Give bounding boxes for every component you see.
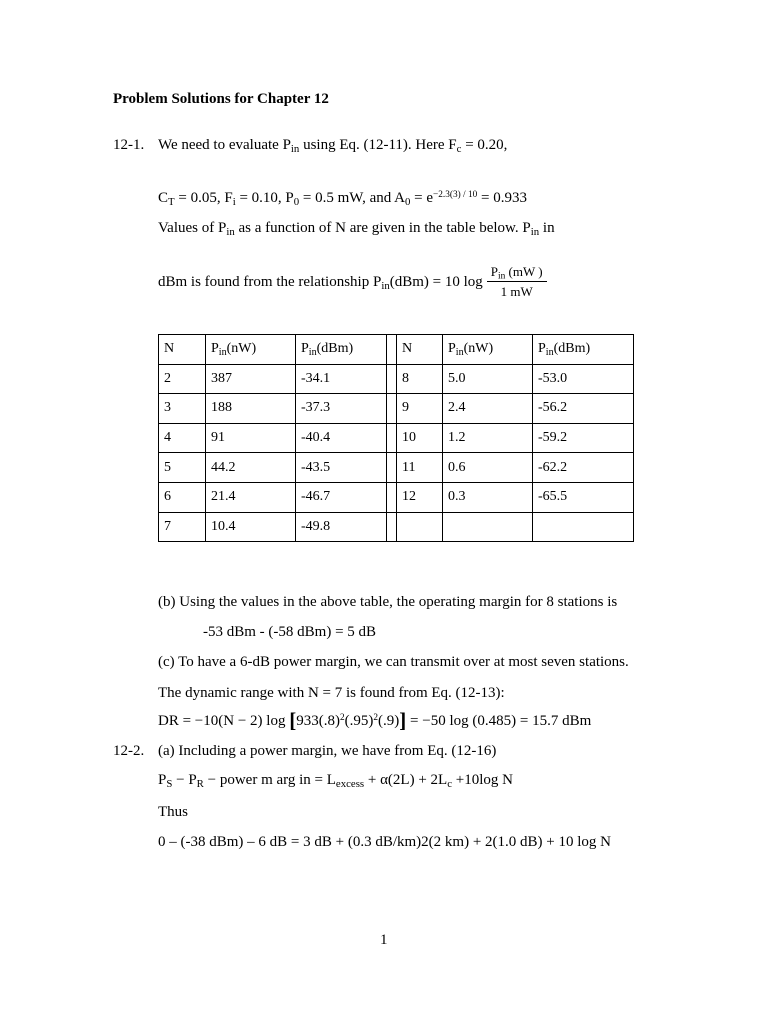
table-header-row: N $P_{in}(nW)$ $P_{in}(dBm)$ N $P_{in}(nW)$ $P_{in}(dBm)$ xyxy=(159,335,634,365)
power-margin-equation: $P_S - P_R$ − power m arg in = $L_{excess} + \alpha(2L) + 2L_c +10\log$ N xyxy=(158,772,513,791)
table-row: 6 21.4 -46.7 12 0.3 -65.5 xyxy=(159,482,634,512)
problem-number-12-1: 12-1. xyxy=(113,137,145,153)
page-title: Problem Solutions for Chapter 12 xyxy=(113,91,329,107)
p2-line-1: (a) Including a power margin, we have from Eq. (12-16) xyxy=(158,743,497,759)
pin-table xyxy=(158,334,634,542)
table-row: 3 188 -37.3 9 2.4 -56.2 xyxy=(159,394,634,424)
p1-line-3: Values of $P_{in}$ as a function of N are given in the table below. $P_{in}$ in xyxy=(158,220,555,239)
thus-text: Thus xyxy=(158,804,188,820)
part-c-text: (c) To have a 6-dB power margin, we can transmit over at most seven stations. xyxy=(158,654,629,670)
problem-number-12-2: 12-2. xyxy=(113,743,145,759)
p2-numeric-equation: 0 – (-38 dBm) – 6 dB = 3 dB + (0.3 dB/km)2(2 km) + 2(1.0 dB) + 10 log N xyxy=(158,834,611,850)
fraction-pin-over-mw: $\frac{P_{in} (mW )}{1 mW}$ xyxy=(487,265,547,300)
table-row: 4 91 -40.4 10 1.2 -59.2 xyxy=(159,423,634,453)
part-b-text: (b) Using the values in the above table, the operating margin for 8 stations is xyxy=(158,594,618,610)
dynamic-range-equation: DR = −10(N − 2) $\log [933(.8)^2(.95)^2(.9)] = -50$ log (0.485) = 15.7 dBm xyxy=(158,708,592,732)
part-b-equation: -53 dBm - (-58 dBm) = 5 dB xyxy=(203,624,377,640)
table-row: 2 387 -34.1 8 5.0 -53.0 xyxy=(159,364,634,394)
page-number: 1 xyxy=(380,932,388,948)
table-row: 7 10.4 -49.8 xyxy=(159,512,634,542)
p1-line-4: dBm is found from the relationship $P_{in}(dBm) = 10$ log $\frac{P_{in} (mW )}{1 mW}$ xyxy=(158,265,547,300)
table-row: 5 44.2 -43.5 11 0.6 -62.2 xyxy=(159,453,634,483)
dynamic-range-intro: The dynamic range with N = 7 is found from Eq. (12-13): xyxy=(158,685,505,701)
p1-line-2: $C_T = 0.05$, $F_i = 0.10$, $P_0 = 0.5$ mW, and $A_0 = e^{-2.3(3) / 10} = 0.933$ xyxy=(158,189,527,209)
p1-line-1: We need to evaluate $P_{in}$ using Eq. (12-11). Here $F_c = 0.20$, xyxy=(158,137,508,156)
